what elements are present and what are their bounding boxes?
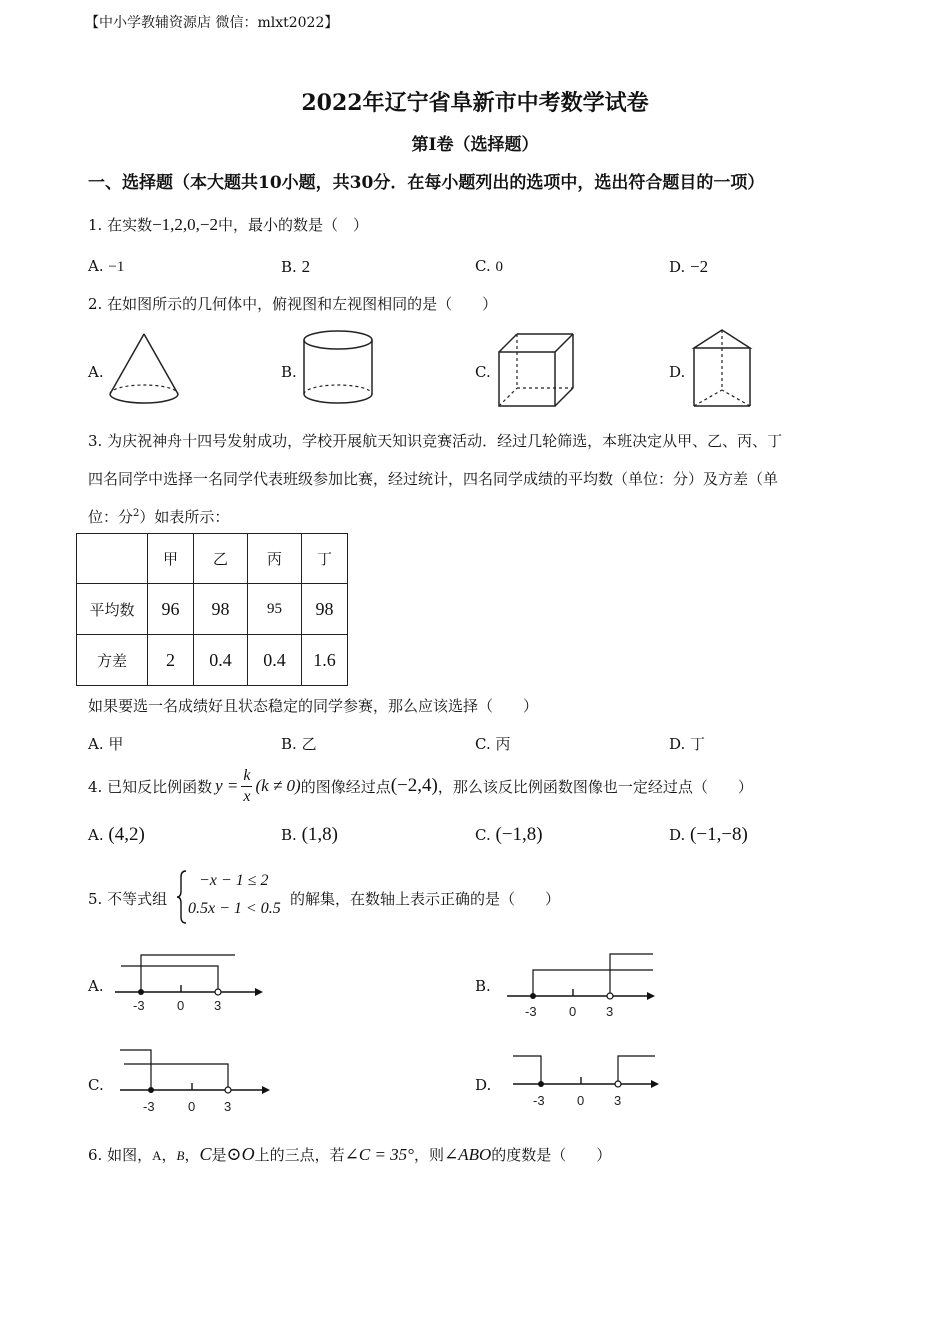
question-1 — [88, 214, 368, 235]
q2-option-a-label: A. — [88, 363, 104, 381]
q1-option-a: A. −1 — [88, 257, 125, 275]
cone-figure — [108, 330, 188, 410]
q2-option-d-label: D. — [669, 363, 686, 381]
q2-option-c-label: C. — [475, 363, 491, 381]
q4-option-d: D. (−1,−8) — [669, 824, 748, 845]
question-6: 6. 如图，A，B，C是⊙O上的三点，若∠C = 35°，则∠ABO的度数是（ ） — [88, 1144, 612, 1164]
q5-option-c-label: C. — [88, 1076, 104, 1094]
number-line-b — [507, 950, 657, 1022]
tick-label: 0 — [188, 1099, 196, 1114]
scores-table — [76, 533, 348, 686]
cube-figure — [497, 332, 577, 412]
tick-label: 3 — [214, 998, 222, 1013]
tick-label: 0 — [177, 998, 185, 1013]
header-note: 【中小学教辅资源店 微信：mlxt2022】 — [85, 15, 339, 31]
tick-label: -3 — [133, 998, 145, 1013]
tick-label: -3 — [533, 1093, 545, 1108]
q1-option-b: B. 2 — [281, 257, 311, 276]
q4-option-c: C. (−1,8) — [475, 824, 543, 845]
triangular-prism-figure — [692, 328, 762, 412]
question-4: 4. 已知反比例函数 y = $\frac{k}{x}$ (k ≠ 0) 的图像经过点 (−2,4) ，那么该反比例函数图像也一定经过点（ ） — [88, 766, 753, 805]
q1-option-d: D. −2 — [669, 257, 709, 276]
number-line-c — [120, 1048, 280, 1116]
q1-numbers: −1,2,0,−2 — [152, 215, 219, 234]
tick-label: 3 — [224, 1099, 232, 1114]
tick-label: 3 — [614, 1093, 622, 1108]
q3-line-1: 3. 为庆祝神舟十四号发射成功，学校开展航天知识竞赛活动．经过几轮筛选，本班决定从甲、乙、丙、丁 — [88, 432, 783, 450]
table-row-variance: 方差 2 0.4 0.4 1.6 — [77, 635, 348, 686]
number-line-d — [513, 1052, 663, 1112]
q3-line-2: 四名同学中选择一名同学代表班级参加比赛，经过统计，四名同学成绩的平均数（单位：分）及方差（单 — [88, 470, 779, 488]
q3-option-d: D. 丁 — [669, 735, 706, 753]
q5-stem-post: 的解集，在数轴上表示正确的是（ ） — [290, 890, 561, 908]
cylinder-figure — [302, 330, 382, 410]
q5-option-a-label: A. — [88, 977, 104, 995]
tick-label: -3 — [525, 1004, 537, 1019]
table-header-row: 甲 乙 丙 丁 — [77, 534, 348, 584]
q5-option-b-label: B. — [475, 977, 491, 995]
tick-label: 0 — [577, 1093, 585, 1108]
q5-stem-pre: 5. 不等式组 — [88, 890, 168, 908]
q3-question: 如果要选一名成绩好且状态稳定的同学参赛，那么应该选择（ ） — [88, 697, 539, 715]
q5-inequality-2: 0.5x − 1 < 0.5 — [188, 900, 281, 917]
q3-option-c: C. 丙 — [475, 735, 511, 753]
tick-label: -3 — [143, 1099, 155, 1114]
q1-option-c: C. 0 — [475, 257, 503, 275]
number-line-a — [115, 952, 265, 1016]
tick-label: 0 — [569, 1004, 577, 1019]
question-2: 2. 在如图所示的几何体中，俯视图和左视图相同的是（ ） — [88, 295, 498, 313]
q1-stem-pre: 1. 在实数 — [88, 216, 153, 234]
brace-icon — [176, 870, 188, 924]
q5-inequality-1: −x − 1 ≤ 2 — [199, 872, 269, 889]
section-heading: 一、选择题（本大题共10小题，共30分．在每小题列出的选项中，选出符合题目的一项） — [88, 173, 765, 193]
q3-line-3: 位：分$^2$）如表所示： — [88, 508, 230, 526]
table-row-mean: 平均数 96 98 95 98 — [77, 584, 348, 635]
q5-option-d-label: D. — [475, 1076, 492, 1094]
q2-option-b-label: B. — [281, 363, 297, 381]
tick-label: 3 — [606, 1004, 614, 1019]
q3-option-a: A. 甲 — [88, 735, 124, 753]
exam-title: 2022年辽宁省阜新市中考数学试卷 — [301, 90, 649, 116]
q1-stem-post: 中，最小的数是（ ） — [218, 216, 369, 234]
exam-subtitle: 第Ⅰ卷（选择题） — [411, 135, 539, 155]
q4-option-b: B. (1,8) — [281, 824, 338, 845]
q4-option-a: A. (4,2) — [88, 824, 145, 845]
q3-option-b: B. 乙 — [281, 735, 317, 753]
